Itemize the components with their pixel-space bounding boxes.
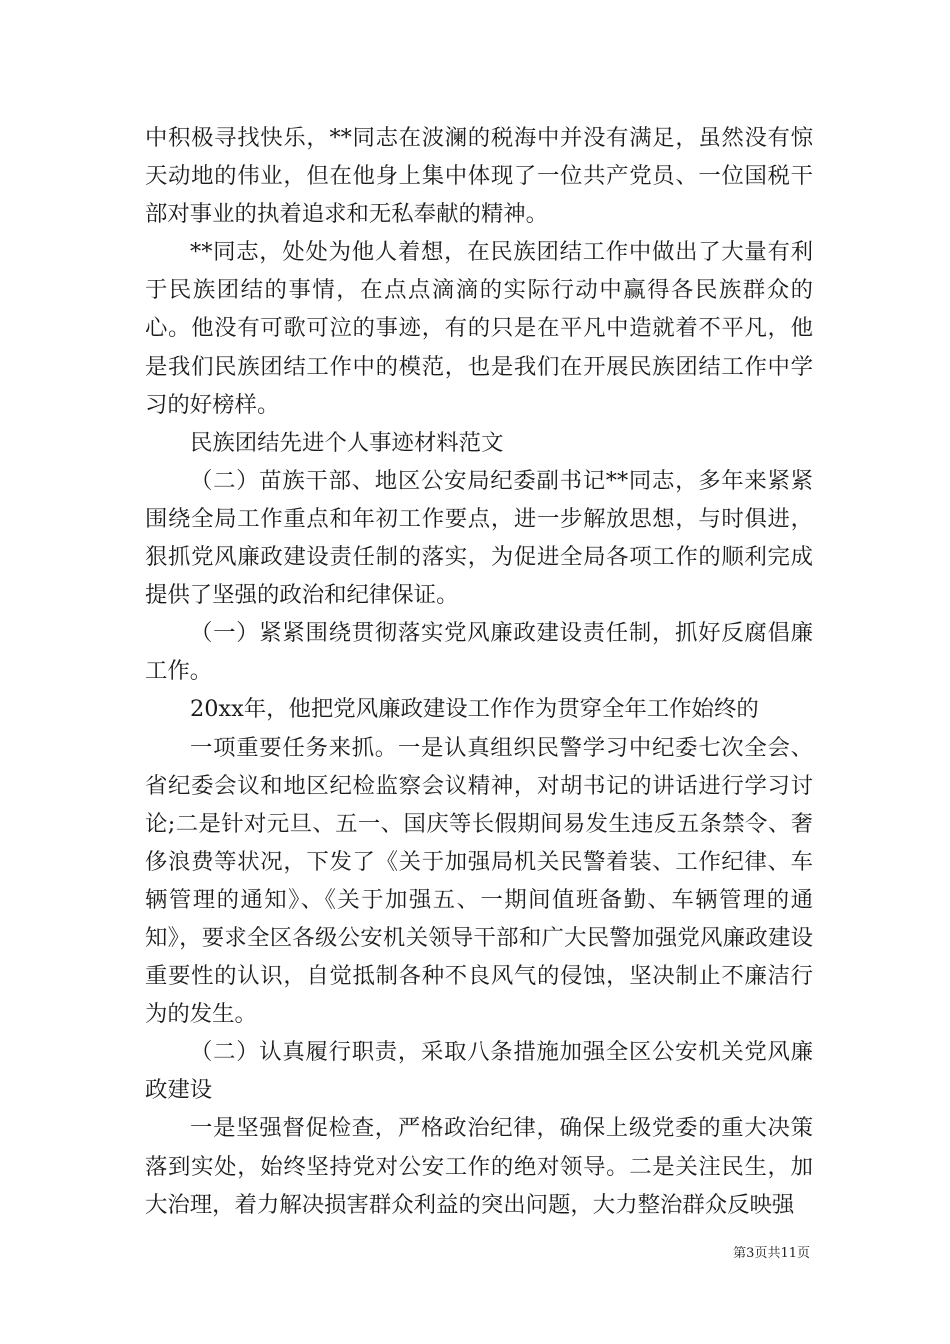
page-number: 第3页共11页 [733, 1246, 810, 1261]
paragraph: （二）认真履行职责，采取八条措施加强全区公安机关党风廉政建设 [145, 1039, 813, 1104]
paragraph: **同志，处处为他人着想，在民族团结工作中做出了大量有利于民族团结的事情，在点点滴滴的实际行动中赢得各民族群众的心。他没有可歌可泣的事迹，有的只是在平凡中造就着不平凡，他是我们民族团结工作中的模范，也是我们在开展民族团结工作中学习的好榜样。 [145, 239, 813, 418]
paragraph-continuation: 中积极寻找快乐，**同志在波澜的税海中并没有满足，虽然没有惊天动地的伟业，但在他身上集中体现了一位共产党员、一位国税干部对事业的执着追求和无私奉献的精神。 [145, 125, 813, 228]
paragraph: （一）紧紧围绕贯彻落实党风廉政建设责任制，抓好反腐倡廉工作。 [145, 620, 813, 685]
paragraph: 一项重要任务来抓。一是认真组织民警学习中纪委七次全会、省纪委会议和地区纪检监察会议精神，对胡书记的讲话进行学习讨论;二是针对元旦、五一、国庆等长假期间易发生违反五条禁令、奢侈浪费等状况，下发了《关于加强局机关民警着装、工作纪律、车辆管理的通知》、《关于加强五、一期间值班备勤、车辆管理的通知》，要求全区各级公安机关领导干部和广大民警加强党风廉政建设重要性的认识，自觉抵制各种不良风气的侵蚀，坚决制止不廉洁行为的发生。 [145, 734, 813, 1028]
document-body [145, 119, 813, 1224]
paragraph: （二）苗族干部、地区公安局纪委副书记**同志，多年来紧紧围绕全局工作重点和年初工作要点，进一步解放思想，与时俱进，狠抓党风廉政建设责任制的落实，为促进全局各项工作的顺利完成提供了坚强的政治和纪律保证。 [145, 467, 813, 609]
section-heading: 民族团结先进个人事迹材料范文 [190, 429, 504, 456]
paragraph: 一是坚强督促检查，严格政治纪律，确保上级党委的重大决策落到实处，始终坚持党对公安工作的绝对领导。二是关注民生，加大治理，着力解决损害群众利益的突出问题，大力整治群众反映强 [145, 1115, 813, 1218]
paragraph: 20xx年，他把党风廉政建设工作作为贯穿全年工作始终的 [190, 696, 759, 723]
